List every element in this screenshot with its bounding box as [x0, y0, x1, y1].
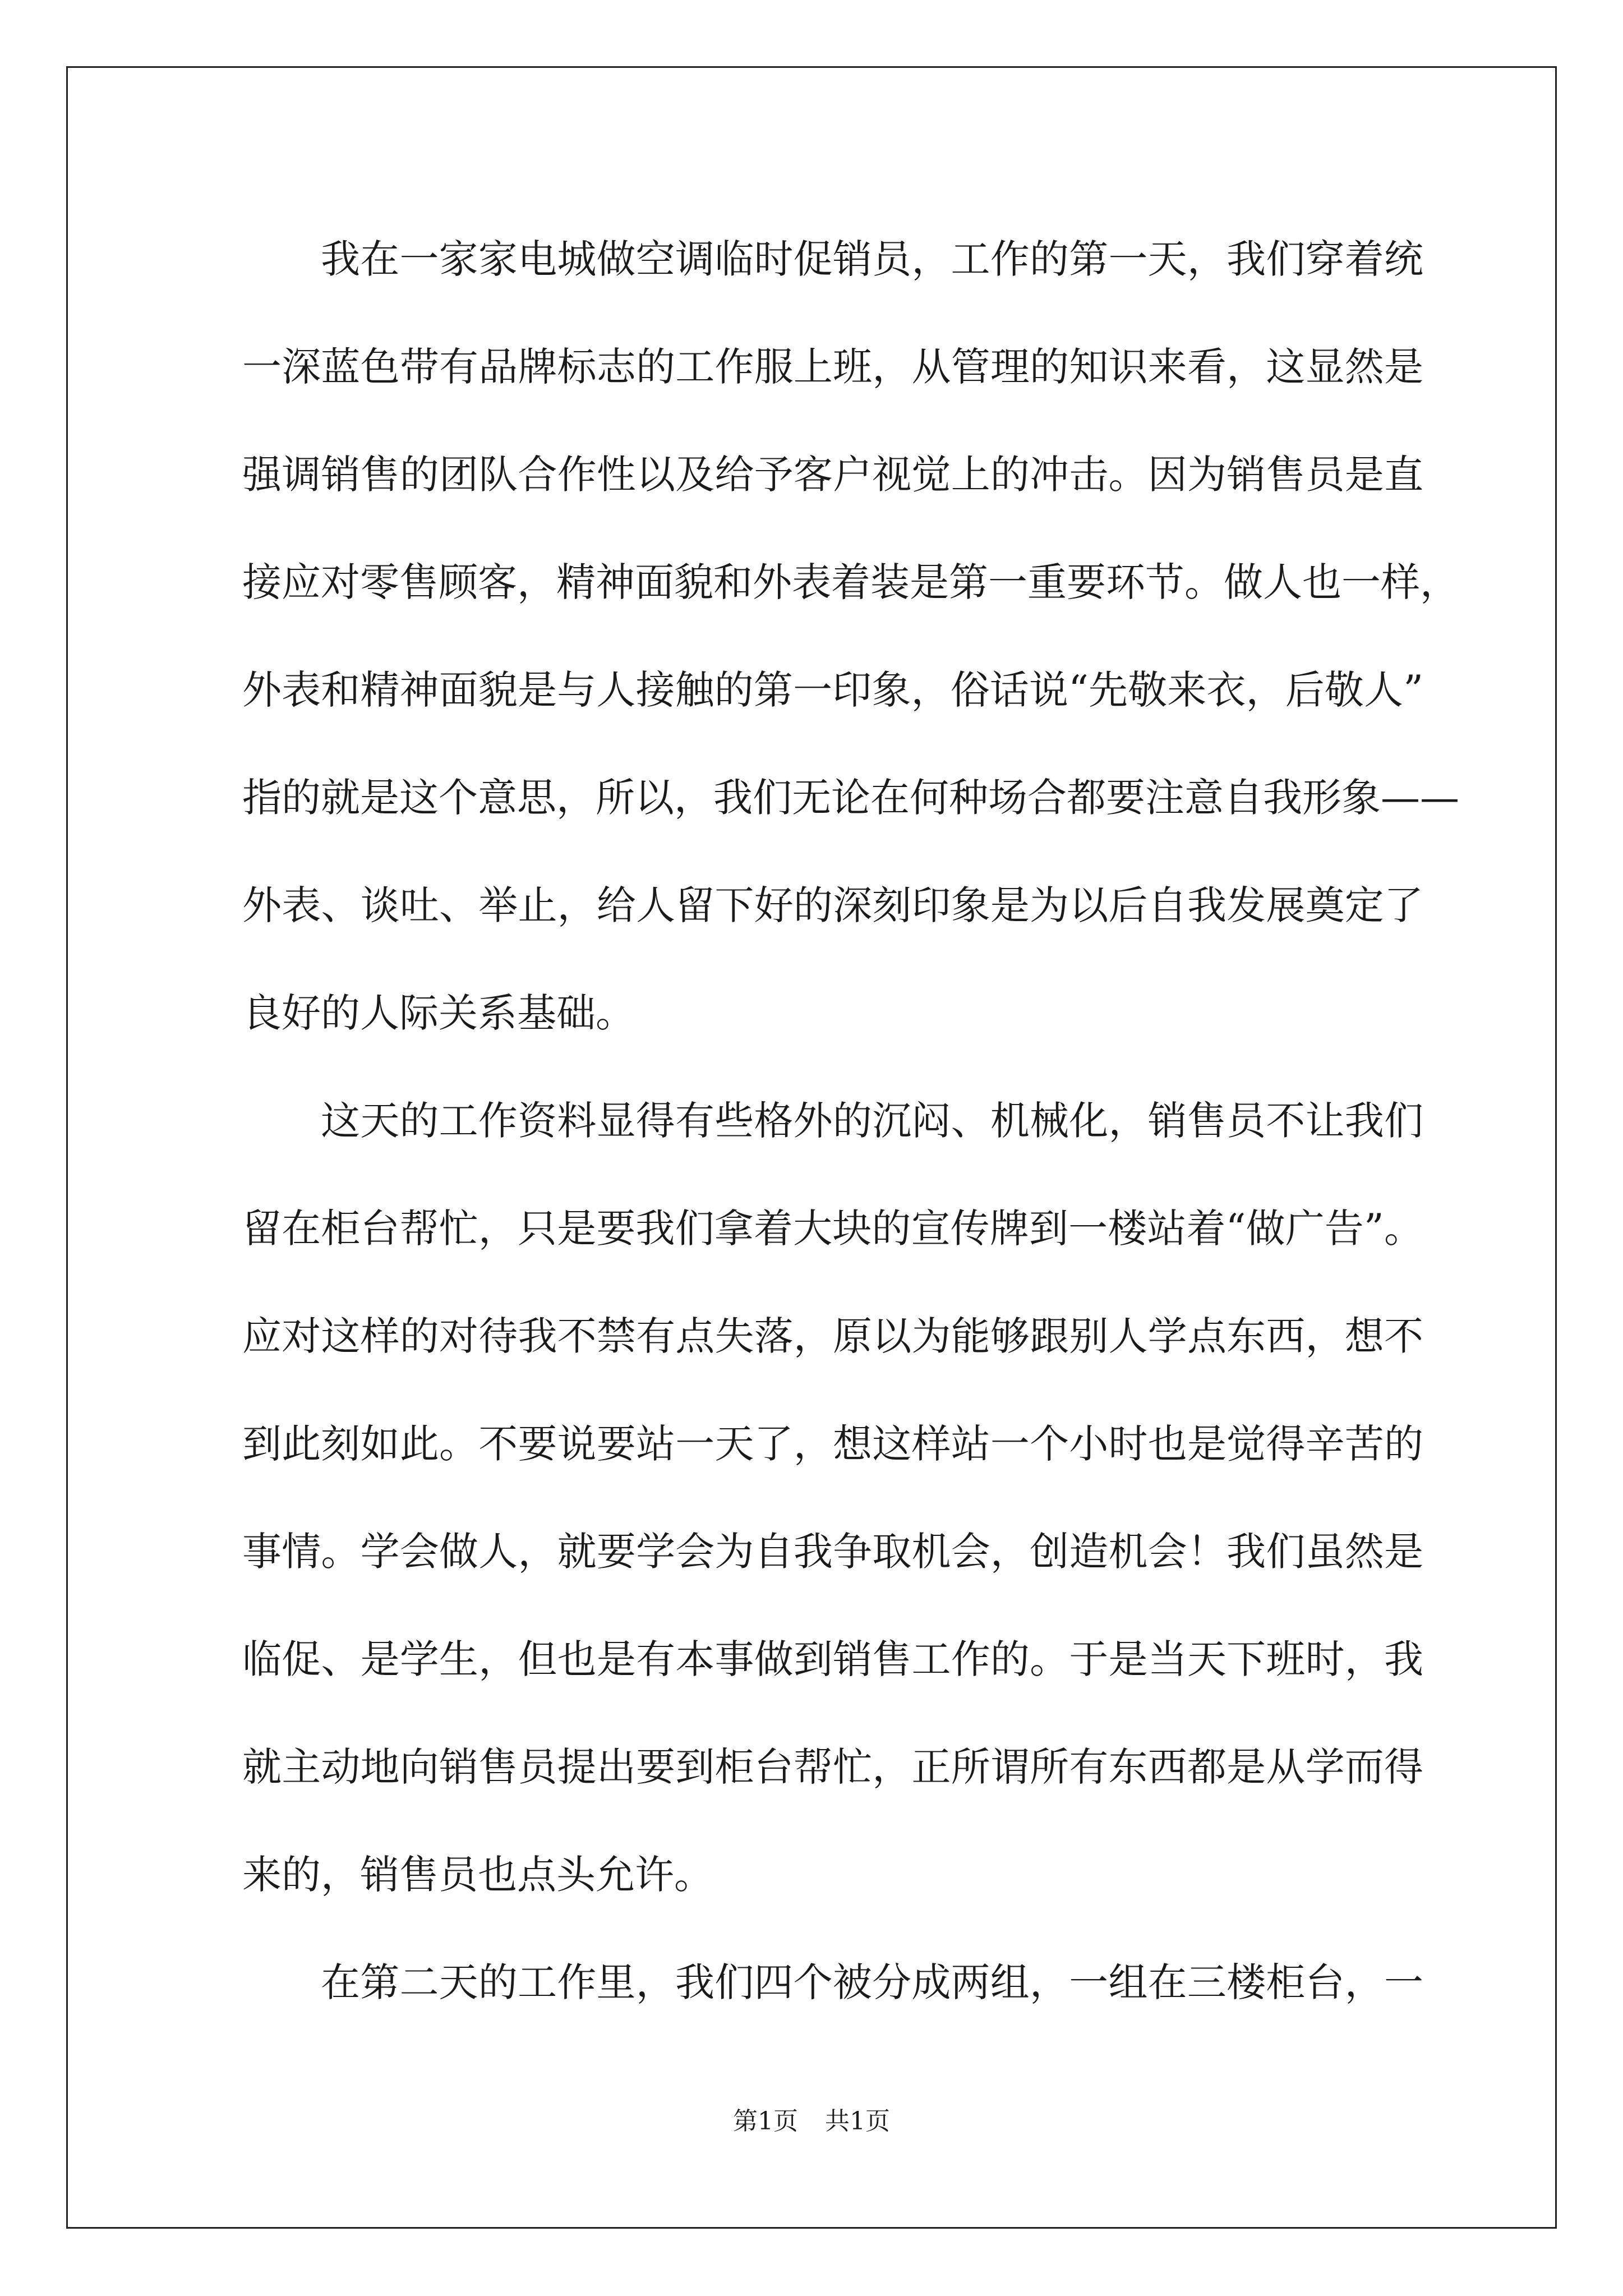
paragraph-2-line-1: 这天的工作资料显得有些格外的沉闷、机械化，销售员不让我们	[321, 1098, 1423, 1144]
paragraph-1-line-4: 接应对零售顾客，精神面貌和外表着装是第一重要环节。做人也一样，	[242, 559, 1459, 605]
paragraph-1-line-5: 外表和精神面貌是与人接触的第一印象，俗话说“先敬来衣，后敬人”	[242, 667, 1423, 713]
page-number: 第1页	[733, 2107, 798, 2136]
document-body	[242, 205, 1459, 2036]
paragraph-2-line-3: 应对这样的对待我不禁有点失落，原以为能够跟别人学点东西，想不	[242, 1313, 1423, 1359]
paragraph-1-line-2: 一深蓝色带有品牌标志的工作服上班，从管理的知识来看，这显然是	[242, 344, 1423, 390]
paragraph-2-line-4: 到此刻如此。不要说要站一天了，想这样站一个小时也是觉得辛苦的	[242, 1421, 1423, 1467]
paragraph-2-line-7: 就主动地向销售员提出要到柜台帮忙，正所谓所有东西都是从学而得	[242, 1744, 1423, 1790]
paragraph-1-line-8: 良好的人际关系基础。	[242, 990, 635, 1036]
page-footer	[0, 2105, 1623, 2138]
paragraph-2-line-6: 临促、是学生，但也是有本事做到销售工作的。于是当天下班时，我	[242, 1636, 1423, 1682]
paragraph-1-line-6: 指的就是这个意思，所以，我们无论在何种场合都要注意自我形象——	[242, 775, 1459, 821]
paragraph-2-line-2: 留在柜台帮忙，只是要我们拿着大块的宣传牌到一楼站着“做广告”。	[242, 1205, 1423, 1251]
paragraph-1-line-3: 强调销售的团队合作性以及给予客户视觉上的冲击。因为销售员是直	[242, 452, 1423, 498]
page-total: 共1页	[825, 2107, 890, 2136]
paragraph-1-line-7: 外表、谈吐、举止，给人留下好的深刻印象是为以后自我发展奠定了	[242, 882, 1423, 928]
paragraph-2-line-8: 来的，销售员也点头允许。	[242, 1852, 713, 1898]
paragraph-2-line-5: 事情。学会做人，就要学会为自我争取机会，创造机会！我们虽然是	[242, 1529, 1423, 1575]
paragraph-3-line-1: 在第二天的工作里，我们四个被分成两组，一组在三楼柜台，一	[321, 1959, 1423, 2005]
paragraph-1-line-1: 我在一家家电城做空调临时促销员，工作的第一天，我们穿着统	[321, 236, 1423, 282]
